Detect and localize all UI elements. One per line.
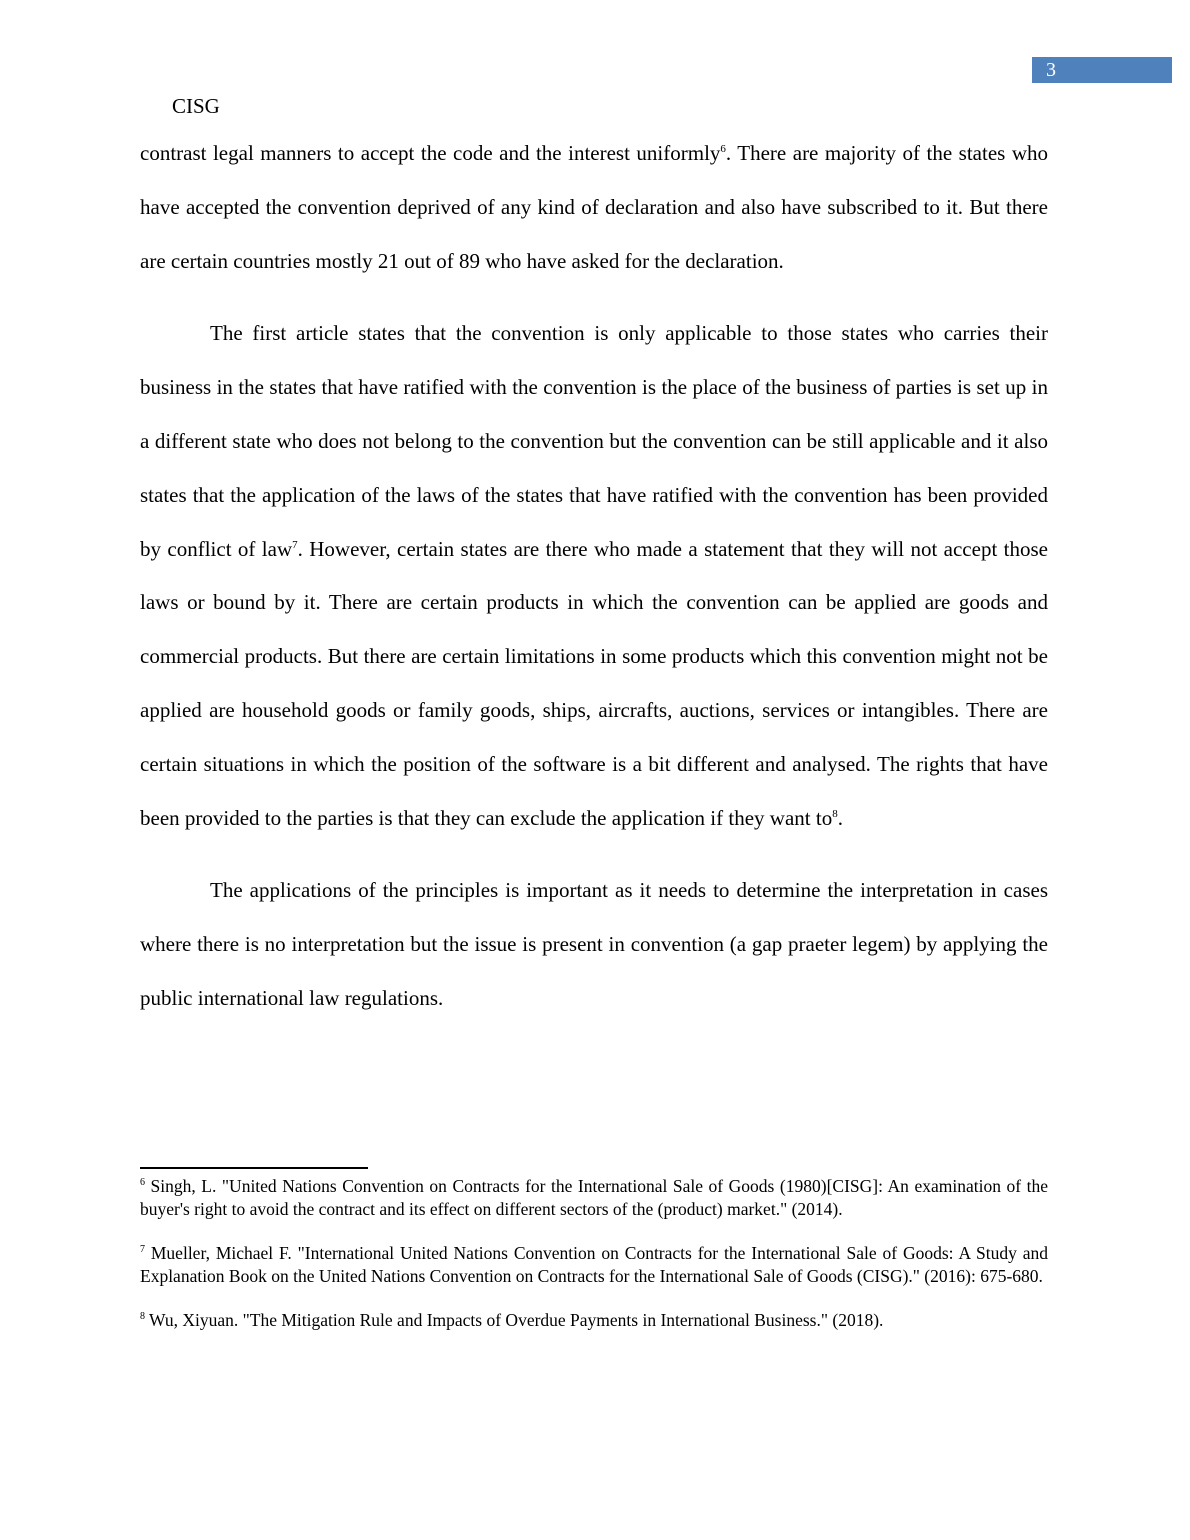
footnote-ref-7[interactable]: 7 xyxy=(292,538,298,551)
running-head: CISG xyxy=(172,94,220,118)
paragraph-3: The applications of the principles is important as it needs to determine the interpretation in cases where there is no interpretation but the issue is present in convention (a gap praeter legem) by applying the public international law regulations. xyxy=(140,878,1048,1010)
page-number-badge: 3 xyxy=(1032,57,1172,83)
footnote-text: Singh, L. "United Nations Convention on Contracts for the International Sale of Goods (1980)[CISG]: An examination of the buyer's right to avoid the contract and its effect on different sectors of the (product) market." (2014). xyxy=(140,1176,1048,1219)
footnote-number: 8 xyxy=(140,1311,145,1322)
footnote-number: 6 xyxy=(140,1177,145,1188)
footnote-separator xyxy=(140,1167,368,1169)
paragraph-1 xyxy=(140,127,1048,288)
footnotes xyxy=(140,1175,1048,1354)
paragraph-2 xyxy=(140,307,1048,845)
paragraph-2-text-a: The first article states that the convention is only applicable to those states who carries their business in the states that have ratified with the convention is the place of the business of parties is set up in a different state who does not belong to the convention but the convention can be still applicable and it also states that the application of the laws of the states that have ratified with the convention has been provided by conflict of law xyxy=(140,321,1048,561)
footnote-6 xyxy=(140,1175,1048,1220)
footnote-text: Mueller, Michael F. "International United Nations Convention on Contracts for the International Sale of Goods: A Study and Explanation Book on the United Nations Convention on Contracts for the International Sale of Goods (CISG)." (2016): 675-680. xyxy=(140,1243,1048,1286)
footnote-ref-8[interactable]: 8 xyxy=(832,807,838,820)
footnote-7 xyxy=(140,1242,1048,1287)
footnote-8 xyxy=(140,1309,1048,1332)
footnote-ref-6[interactable]: 6 xyxy=(720,143,726,155)
paragraph-2-text-c: . xyxy=(837,805,843,830)
body-text xyxy=(140,127,1048,1026)
footnote-text: Wu, Xiyuan. "The Mitigation Rule and Impacts of Overdue Payments in International Business." (2018). xyxy=(145,1310,884,1330)
paragraph-1-text-a: contrast legal manners to accept the code and the interest uniformly xyxy=(140,141,721,165)
footnote-number: 7 xyxy=(140,1244,145,1255)
paragraph-1-text-b: . There are majority of the states who have accepted the convention deprived of any kind of declaration and also have subscribed to it. But there are certain countries mostly 21 out of 89 who have asked for the declaration. xyxy=(140,141,1048,273)
paragraph-2-text-b: . However, certain states are there who made a statement that they will not accept those laws or bound by it. There are certain products in which the convention can be applied are goods and commercial products. But there are certain limitations in some products which this convention might not be applied are household goods or family goods, ships, aircrafts, auctions, services or intangibles. There are certain situations in which the position of the software is a bit different and analysed. The rights that have been provided to the parties is that they can exclude the application if they want to xyxy=(140,536,1048,830)
